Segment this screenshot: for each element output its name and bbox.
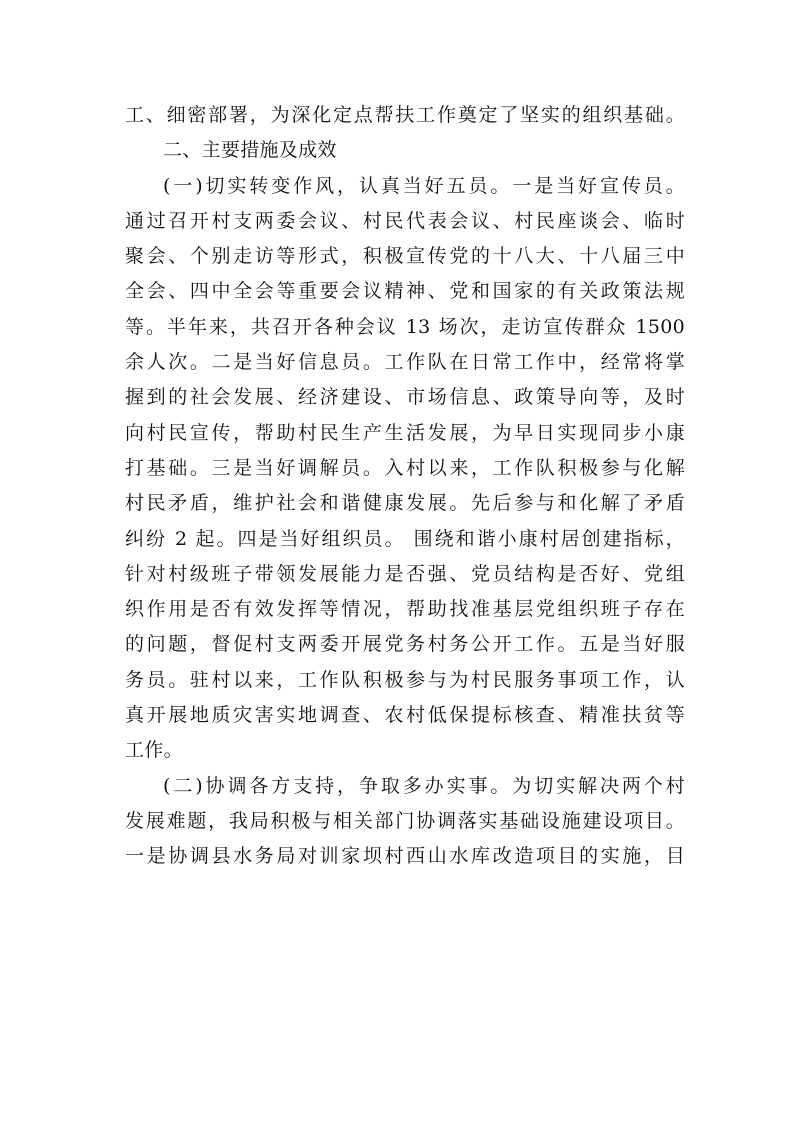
- text-line: 纠纷 2 起。四是当好组织员。 围绕和谐小康村居创建指标，: [125, 527, 685, 550]
- text-line: 通过召开村支两委会议、村民代表会议、村民座谈会、临时: [125, 209, 685, 232]
- text-line: 工、细密部署，为深化定点帮扶工作奠定了坚实的组织基础。: [125, 104, 685, 126]
- text-line: 向村民宣传，帮助村民生产生活发展，为早日实现同步小康: [125, 421, 685, 444]
- subsection-heading-line: (一)切实转变作风，认真当好五员。一是当好宣传员。: [163, 174, 685, 197]
- text-line: 真开展地质灾害实地调查、农村低保提标核查、精准扶贫等: [125, 704, 685, 727]
- text-line: 等。半年来，共召开各种会议 13 场次，走访宣传群众 1500: [125, 315, 685, 338]
- text-line: 务员。驻村以来，工作队积极参与为村民服务事项工作，认: [125, 668, 685, 691]
- text-line: 村民矛盾，维护社会和谐健康发展。先后参与和化解了矛盾: [125, 492, 685, 515]
- text-line: 工作。: [125, 739, 183, 762]
- text-line: 针对村级班子带领发展能力是否强、党员结构是否好、党组: [125, 562, 685, 585]
- text-line: 聚会、个别走访等形式，积极宣传党的十八大、十八届三中: [125, 245, 685, 268]
- text-line: 织作用是否有效发挥等情况，帮助找准基层党组织班子存在: [125, 598, 685, 621]
- text-line: 全会、四中全会等重要会议精神、党和国家的有关政策法规: [125, 280, 685, 303]
- text-line: 打基础。三是当好调解员。入村以来，工作队积极参与化解: [125, 456, 685, 479]
- text-line: 发展难题，我局积极与相关部门协调落实基础设施建设项目。: [125, 809, 685, 832]
- text-line: 握到的社会发展、经济建设、市场信息、政策导向等，及时: [125, 386, 685, 409]
- body-text: [125, 98, 685, 875]
- text-line: 的问题，督促村支两委开展党务村务公开工作。五是当好服: [125, 633, 685, 656]
- section-heading: 二、主要措施及成效: [163, 139, 337, 162]
- text-line: 余人次。二是当好信息员。工作队在日常工作中，经常将掌: [125, 351, 685, 374]
- text-line: 一是协调县水务局对训家坝村西山水库改造项目的实施，目: [125, 845, 685, 868]
- subsection-heading-line: (二)协调各方支持，争取多办实事。为切实解决两个村: [163, 774, 685, 797]
